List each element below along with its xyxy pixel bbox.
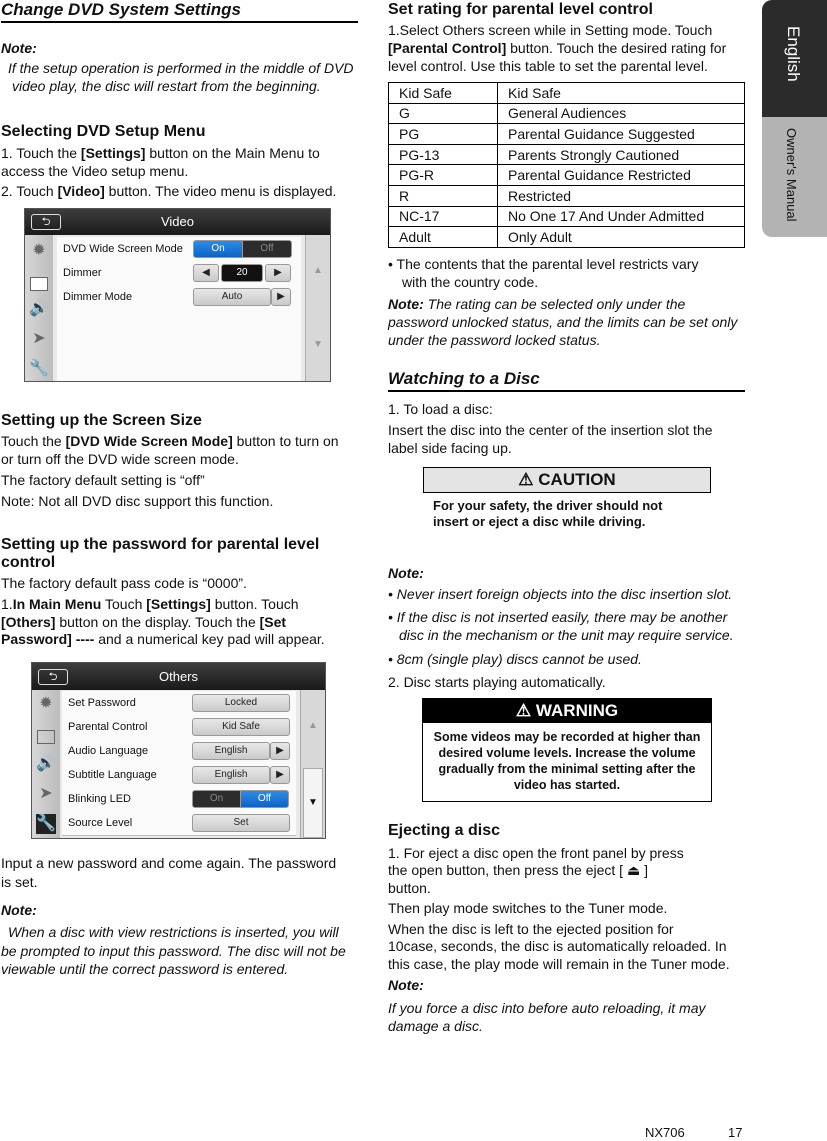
dimmer-value: 20 (221, 264, 263, 282)
back-icon[interactable]: ⮌ (38, 669, 68, 685)
note2-line-2: be prompted to input this password. The disc will not be (1, 943, 346, 959)
table-row (389, 165, 745, 186)
page-number: 17 (728, 1125, 743, 1140)
setting-row-blinking-led[interactable] (62, 787, 296, 812)
note-label: Note: (1, 40, 37, 56)
screen-icon[interactable] (30, 277, 48, 291)
on-toggle[interactable]: On (193, 240, 243, 258)
watch-line-3: label side facing up. (388, 440, 512, 456)
watch-heading: Watching to a Disc (388, 369, 540, 388)
screen-size-heading: Setting up the Screen Size (1, 412, 202, 429)
table-row (389, 83, 745, 104)
rating-code: R (389, 185, 498, 206)
gear-icon[interactable]: ✹ (32, 242, 46, 259)
setting-row-label: DVD Wide Screen Mode (63, 243, 183, 255)
password-line-4: Password] ---- and a numerical key pad will appear. (1, 631, 325, 647)
eject-line-5: When the disc is left to the ejected position for (388, 921, 674, 937)
caution-box (423, 467, 711, 493)
table-row (389, 206, 745, 227)
watch-line-2: Insert the disc into the center of the insertion slot the (388, 422, 713, 438)
rating-code: PG (389, 124, 498, 145)
caution-label: CAUTION (538, 470, 616, 489)
wrench-icon[interactable]: 🔧 (29, 360, 49, 377)
navigation-icon[interactable]: ➤ (32, 330, 46, 347)
source-level-value[interactable]: Set (192, 814, 290, 832)
table-row (389, 144, 745, 165)
set-password-value[interactable]: Locked (192, 694, 290, 712)
note3-line-2: • If the disc is not inserted easily, there may be another (388, 609, 728, 625)
table-row (389, 185, 745, 206)
empty-row (57, 309, 301, 334)
scroll-up-icon[interactable]: ▲ (308, 720, 318, 731)
scroll-down-icon[interactable]: ▼ (313, 339, 323, 350)
setup-heading: Selecting DVD Setup Menu (1, 123, 206, 140)
scrollbar[interactable] (300, 690, 325, 838)
setting-row-label: Dimmer (63, 267, 102, 279)
password-heading-1: Setting up the password for parental level (1, 536, 320, 553)
next-icon[interactable]: ▶ (270, 766, 290, 784)
setting-row-dimmer-mode[interactable] (57, 285, 301, 310)
rating-description: Restricted (498, 185, 745, 206)
setting-row-label: Parental Control (68, 721, 148, 733)
table-row (389, 124, 745, 145)
note-line-1: If the setup operation is performed in the middle of DVD (8, 60, 354, 76)
setting-row-label: Subtitle Language (68, 769, 157, 781)
password-line-1: The factory default pass code is “0000”. (1, 575, 247, 591)
setting-row-audio-language[interactable] (62, 739, 296, 764)
rating-line-1: 1.Select Others screen while in Setting mode. Touch (388, 22, 713, 38)
on-toggle[interactable]: On (192, 790, 241, 808)
rating-line-3: level control. Use this table to set the parental level. (388, 58, 708, 74)
setting-row-label: Dimmer Mode (63, 291, 133, 303)
rating-code: Adult (389, 227, 498, 248)
rating-line-2: [Parental Control] button. Touch the desired rating for (388, 40, 727, 56)
rating-description: Parental Guidance Suggested (498, 124, 745, 145)
eject-line-3: button. (388, 880, 431, 896)
screen-size-line-4: Note: Not all DVD disc support this function. (1, 493, 274, 509)
navigation-icon[interactable]: ➤ (39, 785, 53, 802)
video-icon-column (25, 235, 53, 381)
table-row (389, 227, 745, 248)
empty-row (57, 357, 301, 382)
off-toggle[interactable]: Off (242, 240, 292, 258)
setting-row-label: Audio Language (68, 745, 149, 757)
eject-line-7: this case, the play mode will remain in the Tuner mode. (388, 956, 730, 972)
caution-line-2: insert or eject a disc while driving. (433, 514, 646, 529)
screen-size-line-3: The factory default setting is “off” (1, 472, 205, 488)
setting-row-subtitle-language[interactable] (62, 763, 296, 788)
video-title-bar (25, 209, 330, 235)
note3-line-1: • Never insert foreign objects into the disc insertion slot. (388, 586, 733, 602)
note3-line-3: disc in the mechanism or the unit may require service. (399, 627, 734, 643)
rating-code: Kid Safe (389, 83, 498, 104)
setting-row-parental-control[interactable] (62, 715, 296, 740)
password-line-3: [Others] button on the display. Touch the [Set (1, 614, 287, 630)
step-2-line: 2. Disc starts playing automatically. (388, 674, 606, 690)
setup-step-2: 2. Touch [Video] button. The video menu is displayed. (1, 183, 337, 199)
eject-line-6: 10case, seconds, the disc is automatically reloaded. In (388, 938, 727, 954)
back-icon[interactable]: ⮌ (31, 214, 61, 230)
warning-label: WARNING (535, 701, 619, 720)
note4-line-2: damage a disc. (388, 1018, 483, 1034)
setting-row-dimmer[interactable] (57, 261, 301, 286)
rating-code: PG-13 (389, 144, 498, 165)
rating-table (388, 82, 745, 248)
rating-code: PG-R (389, 165, 498, 186)
page-title: Change DVD System Settings (1, 0, 241, 19)
manual-tab-label: Owner's Manual (784, 128, 799, 222)
setting-row-label: Blinking LED (68, 793, 131, 805)
video-screen-title: Video (160, 214, 194, 229)
off-toggle[interactable]: Off (240, 790, 289, 808)
eject-icon: ⏏ (626, 862, 641, 878)
others-title-bar (32, 663, 325, 690)
video-settings-screen (24, 208, 331, 382)
title-rule (1, 21, 358, 23)
next-icon[interactable]: ▶ (271, 288, 291, 306)
speaker-icon[interactable]: 🔊 (29, 300, 49, 317)
note2-label: Note: (1, 902, 37, 918)
table-row (389, 103, 745, 124)
warning-triangle-icon: ⚠ (518, 470, 534, 489)
eject-line-1: 1. For eject a disc open the front panel by press (388, 845, 684, 861)
rating-description: Kid Safe (498, 83, 745, 104)
rating-description: No One 17 And Under Admitted (498, 206, 745, 227)
next-icon[interactable]: ▶ (270, 742, 290, 760)
note4-line-1: If you force a disc into before auto reloading, it may (388, 1000, 706, 1016)
language-tab-label: English (784, 26, 803, 82)
rating-note-line-3: under the password locked status. (388, 332, 601, 348)
scrollbar[interactable] (305, 235, 330, 381)
setting-row-dvd-wide[interactable] (57, 237, 301, 262)
setting-row-label: Set Password (68, 697, 136, 709)
country-bullet-1: • The contents that the parental level restricts vary (388, 256, 699, 272)
eject-heading: Ejecting a disc (388, 822, 501, 839)
others-settings-screen (31, 662, 326, 839)
others-icon-column (32, 690, 60, 838)
caution-line-1: For your safety, the driver should not (433, 498, 663, 513)
note3-line-4: • 8cm (single play) discs cannot be used. (388, 651, 642, 667)
password-line-2: 1.In Main Menu Touch [Settings] button. Touch (1, 596, 299, 612)
warning-header (423, 699, 711, 723)
note4-label: Note: (388, 977, 424, 993)
dimmer-mode-value[interactable]: Auto (193, 288, 271, 306)
watch-rule (388, 390, 745, 392)
setup-step-1: 1. Touch the [Settings] button on the Main Menu to (1, 145, 320, 161)
country-bullet-2: with the country code. (402, 274, 539, 290)
scroll-down-icon[interactable]: ▼ (303, 768, 323, 838)
rating-note-line-1: Note: The rating can be selected only under the (388, 296, 686, 312)
warning-text: Some videos may be recorded at higher than desired volume levels. Increase the volume gradually from the minimal setting after the video has started. (433, 730, 701, 792)
setting-row-set-password[interactable] (62, 691, 296, 716)
setting-row-source-level[interactable] (62, 811, 296, 836)
rating-description: Only Adult (498, 227, 745, 248)
rating-code: G (389, 103, 498, 124)
rating-heading: Set rating for parental level control (388, 1, 653, 18)
note-line-2: video play, the disc will restart from the beginning. (12, 78, 321, 94)
subtitle-language-value[interactable]: English (192, 766, 270, 784)
screen-size-line-2: or turn off the DVD wide screen mode. (1, 451, 239, 467)
increase-icon[interactable]: ▶ (265, 264, 291, 282)
gear-icon[interactable]: ✹ (39, 695, 53, 712)
empty-row (57, 333, 301, 358)
decrease-icon[interactable]: ◀ (193, 264, 219, 282)
rating-description: Parents Strongly Cautioned (498, 144, 745, 165)
setting-row-label: Source Level (68, 817, 133, 829)
note2-line-3: viewable until the correct password is entered. (1, 961, 289, 977)
setup-step-1-cont: access the Video setup menu. (1, 163, 189, 179)
warning-box (422, 698, 712, 802)
rating-note-line-2: password unlocked status, and the limits can be set only (388, 314, 738, 330)
watch-line-1: 1. To load a disc: (388, 401, 493, 417)
eject-line-2: the open button, then press the eject [ ⏏ ] (388, 862, 648, 878)
model-number: NX706 (645, 1125, 685, 1140)
scroll-up-icon[interactable]: ▲ (313, 265, 323, 276)
rating-description: General Audiences (498, 103, 745, 124)
parental-control-value[interactable]: Kid Safe (192, 718, 290, 736)
screen-size-line-1: Touch the [DVD Wide Screen Mode] button to turn on (1, 433, 339, 449)
eject-line-4: Then play mode switches to the Tuner mode. (388, 900, 668, 916)
after-screen-line-2: is set. (1, 874, 38, 890)
wrench-icon[interactable]: 🔧 (36, 815, 56, 832)
audio-language-value[interactable]: English (192, 742, 270, 760)
note3-label: Note: (388, 565, 424, 581)
others-screen-title: Others (158, 669, 198, 684)
speaker-icon[interactable]: 🔊 (36, 755, 56, 772)
note2-line-1: When a disc with view restrictions is inserted, you will (8, 924, 339, 940)
screen-icon[interactable] (37, 730, 55, 744)
after-screen-line-1: Input a new password and come again. The password (1, 855, 337, 871)
rating-description: Parental Guidance Restricted (498, 165, 745, 186)
password-heading-2: control (1, 554, 56, 571)
warning-triangle-icon: ⚠ (515, 701, 532, 720)
rating-code: NC-17 (389, 206, 498, 227)
